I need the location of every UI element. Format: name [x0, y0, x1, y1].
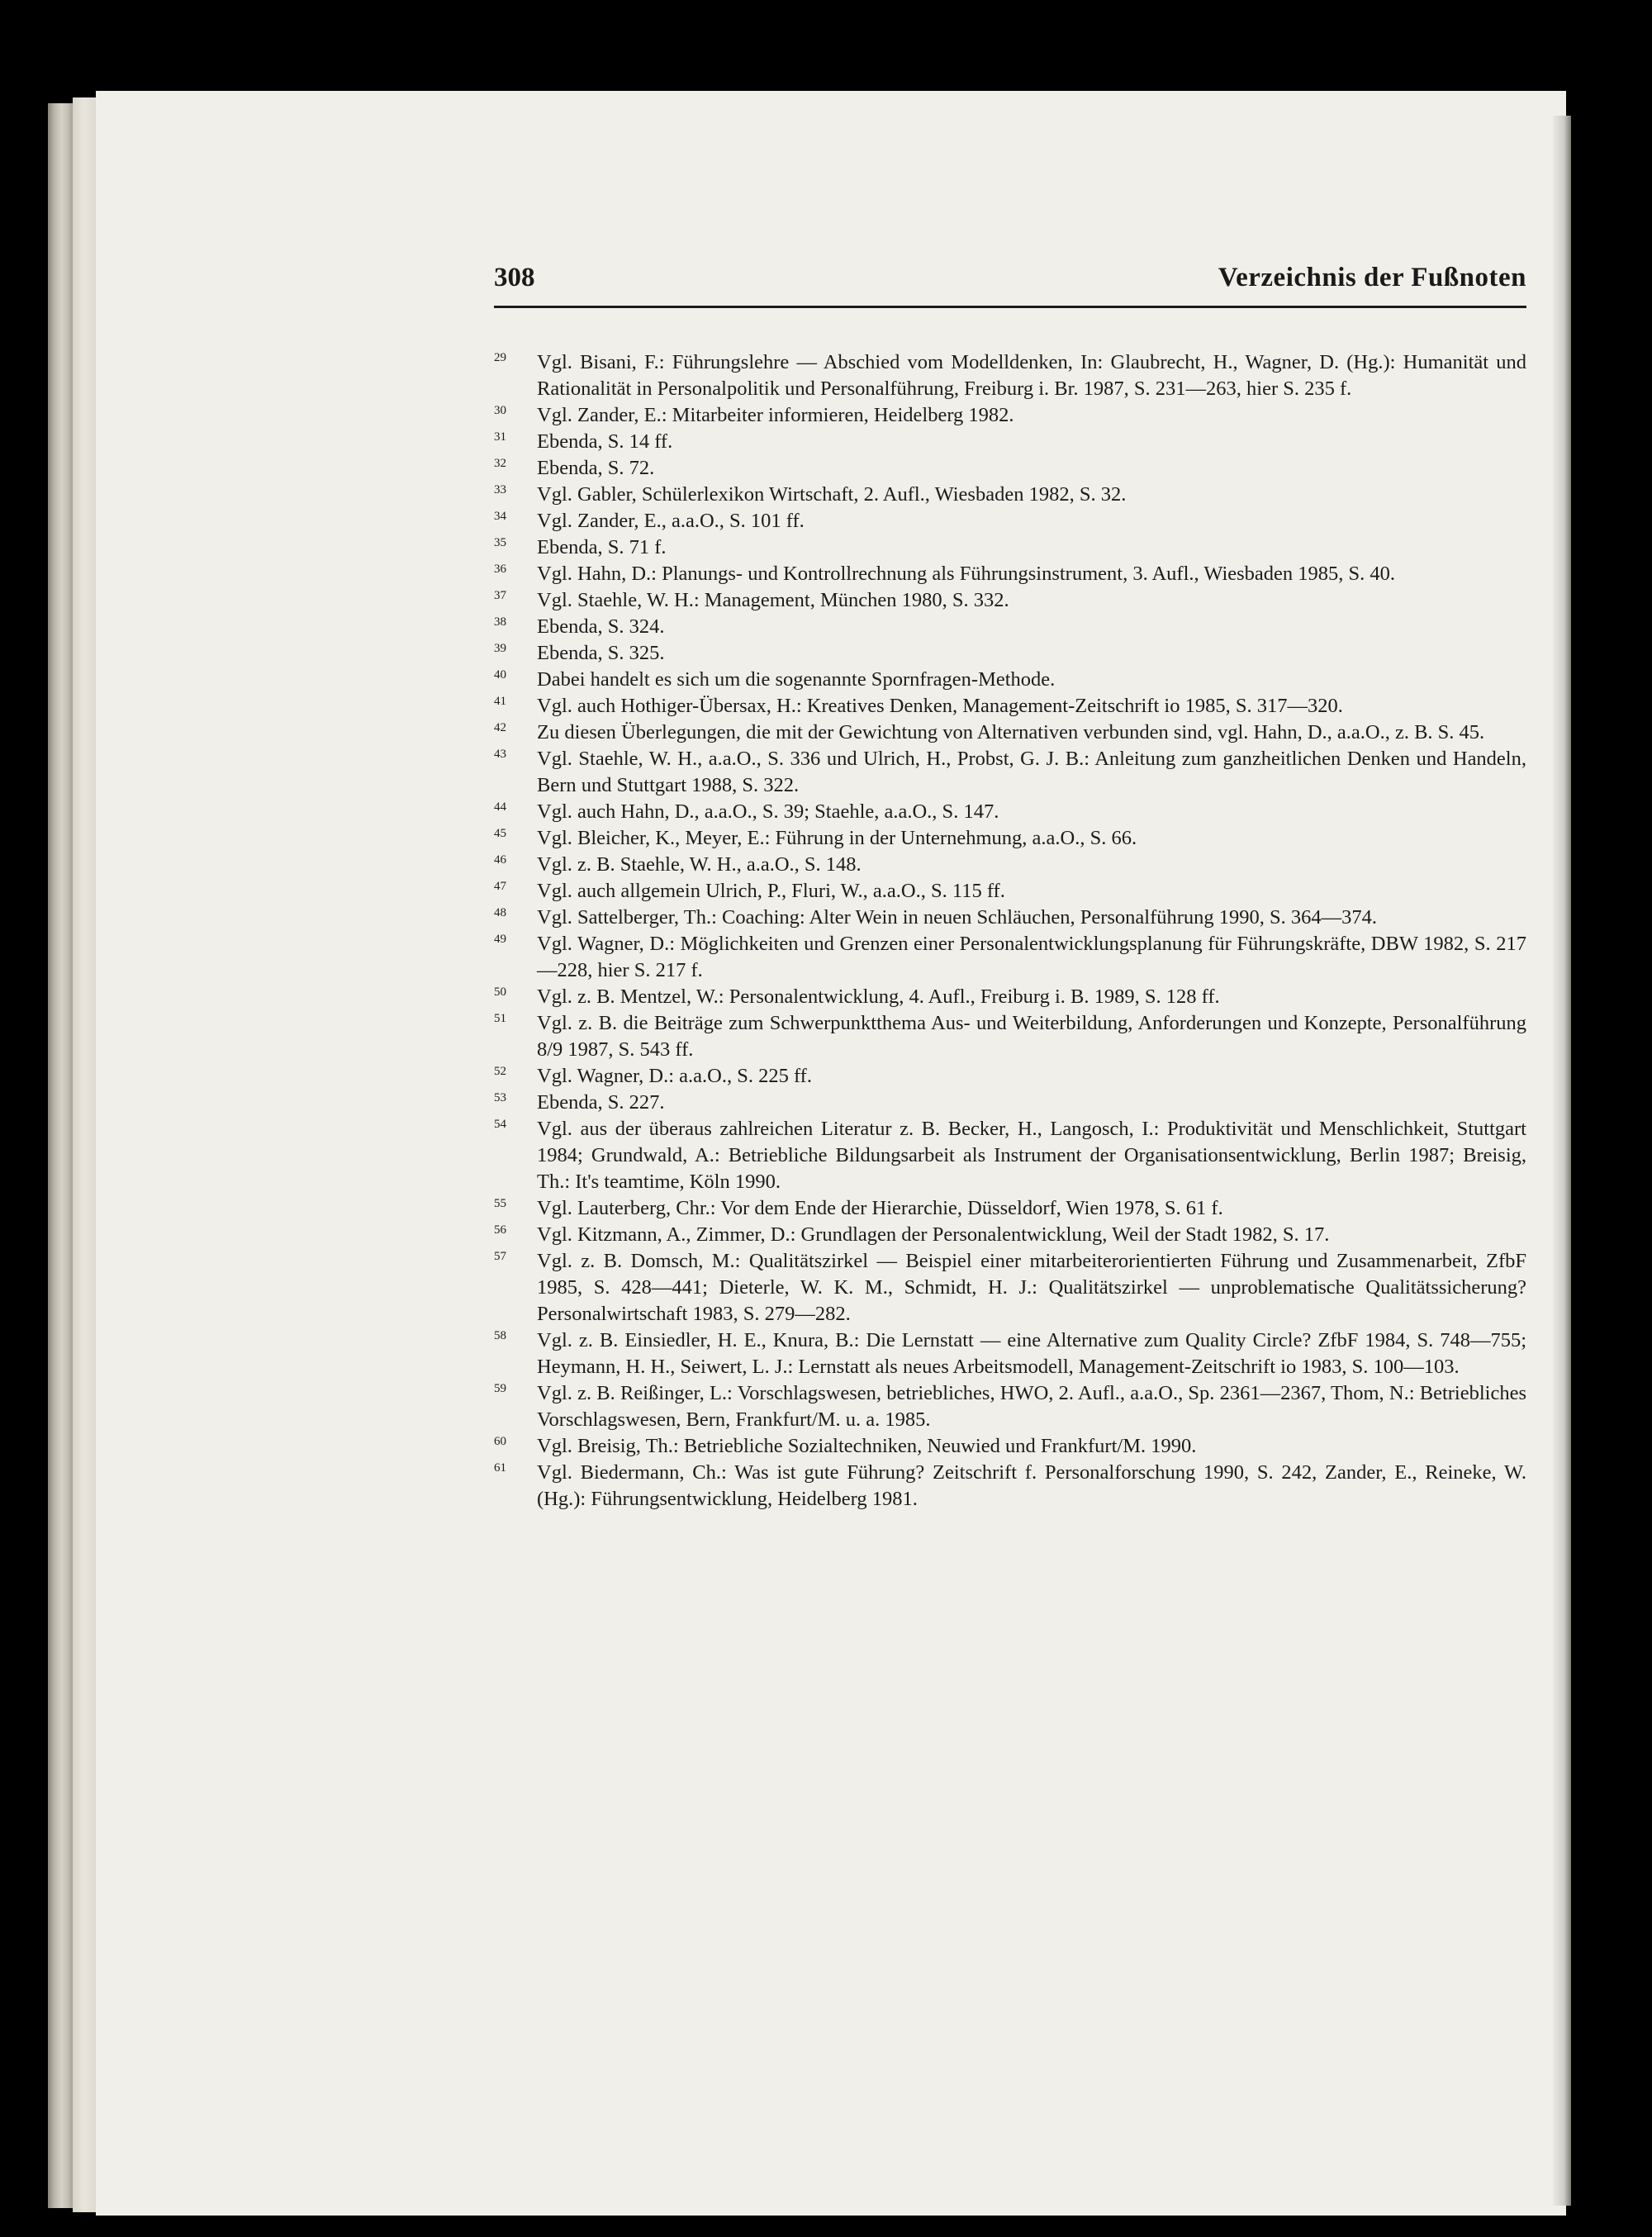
- running-title: Verzeichnis der Fußnoten: [1218, 263, 1526, 292]
- footnote-text: Vgl. Wagner, D.: a.a.O., S. 225 ff.: [537, 1065, 812, 1087]
- footnote-text: Vgl. Hahn, D.: Planungs- und Kontrollrechnung als Führungsinstrument, 3. Aufl., Wiesbaden 1985, S. 40.: [537, 563, 1396, 585]
- footnote-item: [494, 455, 1526, 482]
- footnote-number: 60: [494, 1435, 506, 1448]
- footnote-text: Dabei handelt es sich um die sogenannte Spornfragen-Methode.: [537, 668, 1056, 691]
- footnote-text: Vgl. Staehle, W. H., a.a.O., S. 336 und Ulrich, H., Probst, G. J. B.: Anleitung zum ganzheitlichen Denken und Handeln, Bern und Stuttgart 1988, S. 322.: [537, 748, 1526, 796]
- footnote-text: Vgl. Staehle, W. H.: Management, München 1980, S. 332.: [537, 589, 1009, 611]
- footnote-number: 35: [494, 536, 506, 549]
- footnote-item: [494, 1248, 1526, 1327]
- footnote-text: Vgl. z. B. Einsiedler, H. E., Knura, B.: Die Lernstatt — eine Alternative zum Quality Circle? ZfbF 1984, S. 748—755; Heymann, H. H., Seiwert, L. J.: Lernstatt als neues Arbeitsmodell, Management-Zeitschrift io 1983, S. 100—103.: [537, 1329, 1526, 1378]
- footnote-number: 36: [494, 563, 506, 576]
- footnote-item: [494, 1195, 1526, 1222]
- footnote-number: 54: [494, 1118, 506, 1131]
- footnote-text: Vgl. Zander, E.: Mitarbeiter informieren, Heidelberg 1982.: [537, 404, 1014, 426]
- footnote-number: 53: [494, 1091, 506, 1104]
- footnote-item: [494, 746, 1526, 799]
- footnote-item: [494, 667, 1526, 693]
- footnote-text: Vgl. z. B. Staehle, W. H., a.a.O., S. 148.: [537, 853, 862, 876]
- footnote-number: 48: [494, 906, 506, 919]
- footnote-item: [494, 1010, 1526, 1063]
- footnote-text: Vgl. Zander, E., a.a.O., S. 101 ff.: [537, 510, 805, 532]
- footnote-item: [494, 931, 1526, 984]
- page-right-edge: [1553, 116, 1571, 2206]
- footnote-item: [494, 587, 1526, 614]
- footnote-number: 59: [494, 1382, 506, 1395]
- footnote-text: Zu diesen Überlegungen, die mit der Gewichtung von Alternativen verbunden sind, vgl. Hahn, D., a.a.O., z. B. S. 45.: [537, 721, 1485, 743]
- footnote-text: Vgl. z. B. Mentzel, W.: Personalentwicklung, 4. Aufl., Freiburg i. B. 1989, S. 128 ff.: [537, 986, 1220, 1008]
- footnote-number: 50: [494, 986, 506, 999]
- footnote-text: Vgl. Biedermann, Ch.: Was ist gute Führung? Zeitschrift f. Personalforschung 1990, S. 242, Zander, E., Reineke, W. (Hg.): Führungsentwicklung, Heidelberg 1981.: [537, 1461, 1526, 1510]
- footnote-text: Ebenda, S. 71 f.: [537, 536, 667, 558]
- footnote-item: [494, 1222, 1526, 1248]
- footnote-number: 47: [494, 880, 506, 893]
- footnote-number: 41: [494, 695, 506, 708]
- footnote-item: [494, 1433, 1526, 1460]
- footnote-number: 43: [494, 748, 506, 761]
- footnote-item: [494, 905, 1526, 931]
- footnote-item: [494, 1090, 1526, 1116]
- footnote-text: Vgl. auch Hothiger-Übersax, H.: Kreatives Denken, Management-Zeitschrift io 1985, S. 317—320.: [537, 695, 1343, 717]
- footnote-text: Vgl. aus der überaus zahlreichen Literatur z. B. Becker, H., Langosch, I.: Produktivität und Menschlichkeit, Stuttgart 1984; Grundwald, A.: Betriebliche Bildungsarbeit als Instrument der Organisationsentwicklung, Berlin 1987; Breisig, Th.: It's teamtime, Köln 1990.: [537, 1118, 1526, 1193]
- footnote-item: [494, 429, 1526, 455]
- footnote-number: 37: [494, 589, 506, 602]
- footnote-item: [494, 1063, 1526, 1090]
- footnote-number: 32: [494, 457, 506, 470]
- page-header: [494, 263, 1526, 309]
- page-number: 308: [494, 263, 535, 292]
- header-rule: [494, 306, 1526, 308]
- footnote-item: [494, 561, 1526, 587]
- footnote-number: 30: [494, 404, 506, 417]
- footnote-item: [494, 402, 1526, 429]
- footnote-item: [494, 984, 1526, 1010]
- footnote-number: 58: [494, 1329, 506, 1342]
- footnote-number: 57: [494, 1250, 506, 1263]
- footnote-text: Vgl. Kitzmann, A., Zimmer, D.: Grundlagen der Personalentwicklung, Weil der Stadt 1982, S. 17.: [537, 1223, 1330, 1246]
- footnote-text: Ebenda, S. 324.: [537, 615, 665, 638]
- footnote-text: Vgl. Gabler, Schülerlexikon Wirtschaft, 2. Aufl., Wiesbaden 1982, S. 32.: [537, 483, 1127, 506]
- footnote-text: Ebenda, S. 325.: [537, 642, 665, 664]
- footnote-number: 31: [494, 430, 506, 444]
- footnote-number: 56: [494, 1223, 506, 1237]
- footnote-item: [494, 1460, 1526, 1513]
- footnote-number: 33: [494, 483, 506, 496]
- footnote-text: Vgl. auch Hahn, D., a.a.O., S. 39; Staehle, a.a.O., S. 147.: [537, 800, 999, 823]
- footnote-text: Vgl. z. B. Reißinger, L.: Vorschlagswesen, betriebliches, HWO, 2. Aufl., a.a.O., Sp. 2361—2367, Thom, N.: Betriebliches Vorschlagswesen, Bern, Frankfurt/M. u. a. 1985.: [537, 1382, 1526, 1431]
- footnote-text: Vgl. Lauterberg, Chr.: Vor dem Ende der Hierarchie, Düsseldorf, Wien 1978, S. 61 f.: [537, 1197, 1223, 1219]
- footnote-text: Ebenda, S. 72.: [537, 457, 655, 479]
- footnote-text: Vgl. Wagner, D.: Möglichkeiten und Grenzen einer Personalentwicklungsplanung für Führungskräfte, DBW 1982, S. 217—228, hier S. 217 f.: [537, 933, 1526, 981]
- footnote-number: 38: [494, 615, 506, 629]
- footnote-number: 40: [494, 668, 506, 682]
- footnote-item: [494, 825, 1526, 852]
- footnote-text: Vgl. z. B. die Beiträge zum Schwerpunktthema Aus- und Weiterbildung, Anforderungen und Konzepte, Personalführung 8/9 1987, S. 543 ff.: [537, 1012, 1526, 1061]
- footnote-item: [494, 534, 1526, 561]
- footnote-text: Vgl. Sattelberger, Th.: Coaching: Alter Wein in neuen Schläuchen, Personalführung 1990, S. 364—374.: [537, 906, 1378, 929]
- page-stack-edge-inner: [73, 97, 96, 2212]
- footnote-item: [494, 1116, 1526, 1195]
- footnote-item: [494, 508, 1526, 534]
- footnote-number: 61: [494, 1461, 506, 1475]
- footnote-item: [494, 693, 1526, 720]
- footnote-number: 46: [494, 853, 506, 867]
- footnote-item: [494, 878, 1526, 905]
- footnote-item: [494, 720, 1526, 746]
- footnote-number: 52: [494, 1065, 506, 1078]
- page-stack-edge: [48, 103, 73, 2208]
- footnote-number: 29: [494, 351, 506, 364]
- footnote-text: Vgl. auch allgemein Ulrich, P., Fluri, W., a.a.O., S. 115 ff.: [537, 880, 1005, 902]
- footnote-number: 44: [494, 800, 506, 814]
- footnote-list: [494, 349, 1526, 1513]
- footnote-item: [494, 1380, 1526, 1433]
- footnote-text: Vgl. Bisani, F.: Führungslehre — Abschied vom Modelldenken, In: Glaubrecht, H., Wagner, D. (Hg.): Humanität und Rationalität in Personalpolitik und Personalführung, Freiburg i. Br. 1987, S. 231—263, hier S. 235 f.: [537, 351, 1526, 400]
- footnote-number: 49: [494, 933, 506, 946]
- footnote-number: 34: [494, 510, 506, 523]
- footnote-item: [494, 349, 1526, 402]
- footnote-text: Vgl. Breisig, Th.: Betriebliche Sozialtechniken, Neuwied und Frankfurt/M. 1990.: [537, 1435, 1197, 1457]
- footnote-text: Vgl. z. B. Domsch, M.: Qualitätszirkel — Beispiel einer mitarbeiterorientierten Führung und Zusammenarbeit, ZfbF 1985, S. 428—441; Dieterle, W. K. M., Schmidt, H. J.: Qualitätszirkel — unproblematische Qualitätssicherung? Personalwirtschaft 1983, S. 279—282.: [537, 1250, 1526, 1325]
- footnote-text: Ebenda, S. 227.: [537, 1091, 665, 1114]
- footnote-number: 39: [494, 642, 506, 655]
- footnote-item: [494, 799, 1526, 825]
- footnote-item: [494, 614, 1526, 640]
- footnote-item: [494, 482, 1526, 508]
- footnote-item: [494, 640, 1526, 667]
- footnote-item: [494, 852, 1526, 878]
- footnote-number: 55: [494, 1197, 506, 1210]
- footnote-text: Ebenda, S. 14 ff.: [537, 430, 673, 453]
- footnote-number: 45: [494, 827, 506, 840]
- footnote-number: 42: [494, 721, 506, 734]
- footnote-text: Vgl. Bleicher, K., Meyer, E.: Führung in der Unternehmung, a.a.O., S. 66.: [537, 827, 1137, 849]
- footnote-number: 51: [494, 1012, 506, 1025]
- footnote-item: [494, 1327, 1526, 1380]
